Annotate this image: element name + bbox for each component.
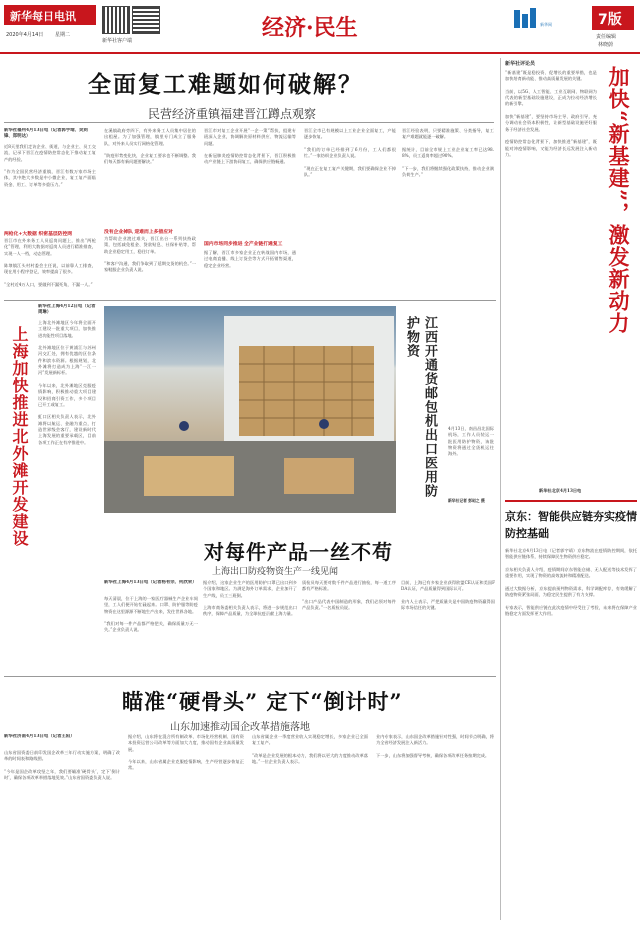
export-feature — [104, 516, 496, 674]
lead-column-1b: 晋江市在外来务工人员返岗问题上，推出“两枪化”管理，利用大数据对返岗人员进行精准排查，实现一人一档，动态管理。 陈埭镇江头村村委会主任说，以前靠人工排查，现在用小程序登记，效率提高了很多。 “全村近4万人口，要做到不漏死角，不漏一人。” — [4, 238, 96, 288]
editor-label: 责任编辑 — [596, 34, 617, 40]
issue-weekday: 星期二 — [55, 32, 71, 38]
lead-headline: 全面复工难题如何破解？ — [88, 71, 363, 98]
soe-feature — [4, 680, 496, 922]
jd-body: 新华社北京4月13日电（记者郭宇靖）京东物流在疫情防控期间，依托智能供应链体系，持续保障民生物资供应稳定。 京东相关负责人介绍，疫情期间京东智能仓储、无人配送等技术发挥了重要作用，实现了物资的高效流转和精准配送。 通过大数据分析，京东提前预判物资需求，科学调配库存，有效缓解了防疫物资紧张局面，为稳定民生提供了有力支撑。 专家表示，智能供应链在此次疫情中经受住了考验，未来将在保障产业链稳定方面发挥更大作用。 — [505, 548, 637, 616]
soe-headline: 瞄准“硬骨头” 定下“倒计时” — [122, 689, 403, 714]
export-col-3: 质检员每天要对数千件产品进行抽检，每一道工序都有严格标准。 “出口产品代表中国制造的形象，我们必须对每件产品负责。”一名质检员说。 — [302, 580, 396, 611]
qr-code-icon — [102, 6, 130, 34]
export-byline: 新华社上海4月13日电（记者杨有宗、何欣荣） — [104, 580, 197, 585]
shanghai-story — [4, 304, 96, 672]
page-number: 7版 — [598, 12, 622, 28]
export-headline: 对每件产品一丝不苟 — [204, 540, 393, 564]
client-label: 新华社客户端 — [102, 38, 133, 44]
bottom-divider — [4, 676, 496, 677]
shanghai-byline: 新华社上海4月12日电（记者周琳） — [38, 304, 96, 316]
soe-byline: 新华社济南4月13日电（记者王阳） — [4, 734, 75, 739]
page-number-block — [592, 6, 634, 30]
issue-date: 2020年4月14日 — [6, 32, 44, 38]
lead-column-3: 晋江市对复工企业开展“一企一策”帮扶，组建专班深入企业，协调解决原材料供应、物流运输等问题。 在新冠肺炎疫情防控常态化背景下，晋江积极推动产业链上下游协同复工，确保供应链畅通。 — [204, 128, 296, 165]
paper-name-block — [4, 5, 96, 25]
lead-story — [4, 60, 494, 298]
masthead-divider — [0, 52, 640, 54]
masthead — [0, 0, 640, 55]
lead-column-3b: 据了解，晋江市多家企业正在转战国内市场，通过电商直播、线上订货会等方式开拓销售渠道，稳定企业经营。 — [204, 250, 296, 268]
jd-story — [505, 500, 637, 920]
photo-credit: 新华社记者 彭昭之 摄 — [448, 498, 485, 503]
lead-subhead-3: 国内市场同步推进 全产业链打通复工 — [204, 241, 283, 247]
shanghai-body: 上海北外滩地区今年将全面开工建设一批重大项目，加快推进功能性项目落地。 北外滩地区位于黄浦江与苏州河交汇处，拥有优越的区位条件和滨水资源。根据规划，北外滩将打造成为上海“一江一河”发展新标杆。 今年以来，北外滩地区克服疫情影响，积极推动重大项目建设和招商引资工作，多个项目已开工或复工。 虹口区相关负责人表示，北外滩将以航运、金融为重点，打造世界级会客厅，建设新时代上海发展的重要承载区，目前各项工作正在有序推进中。 — [38, 320, 96, 445]
lead-divider — [4, 122, 494, 123]
commentary-label: 新华社评论员 — [505, 61, 536, 67]
jd-divider — [505, 500, 637, 502]
section-title: 经济·民生 — [262, 15, 358, 41]
lead-column-4: 晋江全市已有规模以上工业企业全面复工，产能逐步恢复。 “我们的订单已经排到了6月份，工人们都很忙。”一家纺织企业负责人说。 “现在正在复工复产关键期，我们要确保企业不掉队。” — [304, 128, 396, 178]
lead-byline: 新华社福州4月13日电（记者郭宇靖、吴剑锋、郑明达） — [4, 128, 88, 140]
jd-title: 京东：智能供应链夯实疫情防控基础 — [505, 510, 637, 540]
soe-col-4: 业内专家表示，山东国企改革措施针对性强，时间节点明确，将为全省经济发展注入新活力。 下一步，山东将加强督导考核，确保各项改革任务按期完成。 — [376, 734, 494, 758]
qr-code-icon — [132, 6, 160, 34]
lead-column-2b: 为帮助企业渡过难关，晋江出台一系列扶持政策，包括减免租金、贷款贴息、社保补贴等，帮助企业稳定用工，稳住订单。 “和客户沟通，我们争取到了延期交货的机会。”一家鞋服企业负责人说。 — [104, 236, 196, 273]
lead-subheadline: 民营经济重镇福建晋江蹲点观察 — [148, 107, 317, 121]
export-col-2: 据介绍，这家企业生产的医用防护口罩已出口到多个国家和地区。为满足海外订单需求，企业加开了生产线，员工三班倒。 上海市商务委相关负责人表示，将进一步规范出口秩序，保障产品质量，为全球抗疫贡献上海力量。 — [203, 580, 297, 617]
photo-caption-body: 4月13日，南昌昌北国际机场，工作人员装运一批医用防护物资，该批物资将通过全货机运往海外。 — [448, 426, 494, 457]
lead-column-2: 在溪镇政府旁四下，有外来务工人员集中居住的出租屋。为了加强管理，镇里专门成立了服务队，对外来人员实行网格化管理。 “防疫形势变化快，企业复工要求也不断调整。我们每天都有新问题要解决。” — [104, 128, 196, 165]
photo-caption-title: 江西开通货邮包机出口医用防护物资 — [404, 316, 437, 498]
lead-subhead-1: 两枪化+大数据 织密基层防控网 — [4, 231, 73, 237]
soe-col-1: 山东省国资委日前印发国企改革三年行动实施方案，明确了改革的时间表和路线图。 “今年是国企改革攻坚之年，我们要瞄准‘硬骨头’，定下‘倒计时’，确保各项改革举措落地见效。”山东省国资委负责人说。 — [4, 750, 120, 781]
commentary — [505, 58, 637, 498]
soe-subheadline: 山东加速推动国企改革措施落地 — [170, 722, 310, 733]
cargo-photo — [104, 306, 396, 513]
editor-name: 林晓蔚 — [598, 42, 614, 48]
export-subheadline: 上海出口防疫物资生产一线见闻 — [212, 567, 339, 577]
photo-caption-block — [396, 306, 496, 513]
soe-col-3: 山东省属企业一季度营业收入实现稳定增长，多家企业已全面复工复产。 “改革是企业发展的根本动力，我们将以更大的力度推动改革落地。”一位企业负责人表示。 — [252, 734, 368, 765]
export-col-4: 目前，上海已有多家企业获得欧盟CE认证和美国FDA认证，产品质量得到国际认可。 业内人士表示，严把质量关是中国防疫物资赢得国际市场信任的关键。 — [401, 580, 495, 611]
xinhua-logo-icon — [512, 6, 542, 32]
commentary-byline: 新华社北京4月13日电 — [539, 488, 582, 493]
commentary-body: “新基建”既是稳投资、促增长的重要举措，也是加快培育新动能、推动高质量发展的关键。 当前，以5G、人工智能、工业互联网、物联网为代表的新型基础设施建设，正成为拉动经济增长的新引擎。 加快“新基建”，要坚持市场主导、政府引导，充分调动社会资本积极性，让新型基础设施更好服务于经济社会发展。 疫情防控常态化背景下，加快推进“新基建”，既能对冲疫情影响，又能为经济长远发展注入新动力。 — [505, 70, 597, 157]
section-divider — [4, 300, 496, 301]
export-col-1: 每天清晨，位于上海的一家医疗器械生产企业车间里，工人们便开始忙碌起来。口罩、防护服等防疫物资在这里源源不断地生产出来，发往世界各地。 “我们对每一件产品都严格把关，确保质量万无一失。”企业负责人说。 — [104, 596, 198, 633]
lead-column-1: 近8天里我们走访企业、街道，与企业主、员工交流，记录下晋江在疫情防控常态化下推动复工复产的经验。 “作为全国民营经济重镇，晋江有数万家市场主体，其中绝大多数是中小微企业，复工复产面临资金、用工、订单等多重压力。” — [4, 144, 96, 187]
lead-column-5: 晋江经验表明，只要精准施策、分类指导，复工复产难题就能逐一破解。 据统计，目前全市规上工业企业复工率已达98.8%，员工返岗率超过90%。 “下一步，我们将继续强化政策扶持，推动企业满负荷生产。” — [402, 128, 494, 178]
logo-text: 新华网 — [540, 22, 552, 27]
right-column-divider — [500, 58, 501, 920]
paper-name: 新华每日电讯 — [10, 10, 76, 23]
commentary-title: 加快“新基建”，激发新动力 — [606, 66, 631, 335]
soe-col-2: 据介绍，山东将在混合所有制改革、市场化经营机制、国有资本投资运营公司改革等方面加大力度，推动国有企业高质量发展。 今年以来，山东省属企业克服疫情影响，生产经营逐步恢复正常。 — [128, 734, 244, 771]
shanghai-title: 上海加快推进北外滩开发建设 — [10, 326, 29, 547]
lead-subhead-2: 没有企业掉队 迎难而上多措应对 — [104, 229, 173, 235]
